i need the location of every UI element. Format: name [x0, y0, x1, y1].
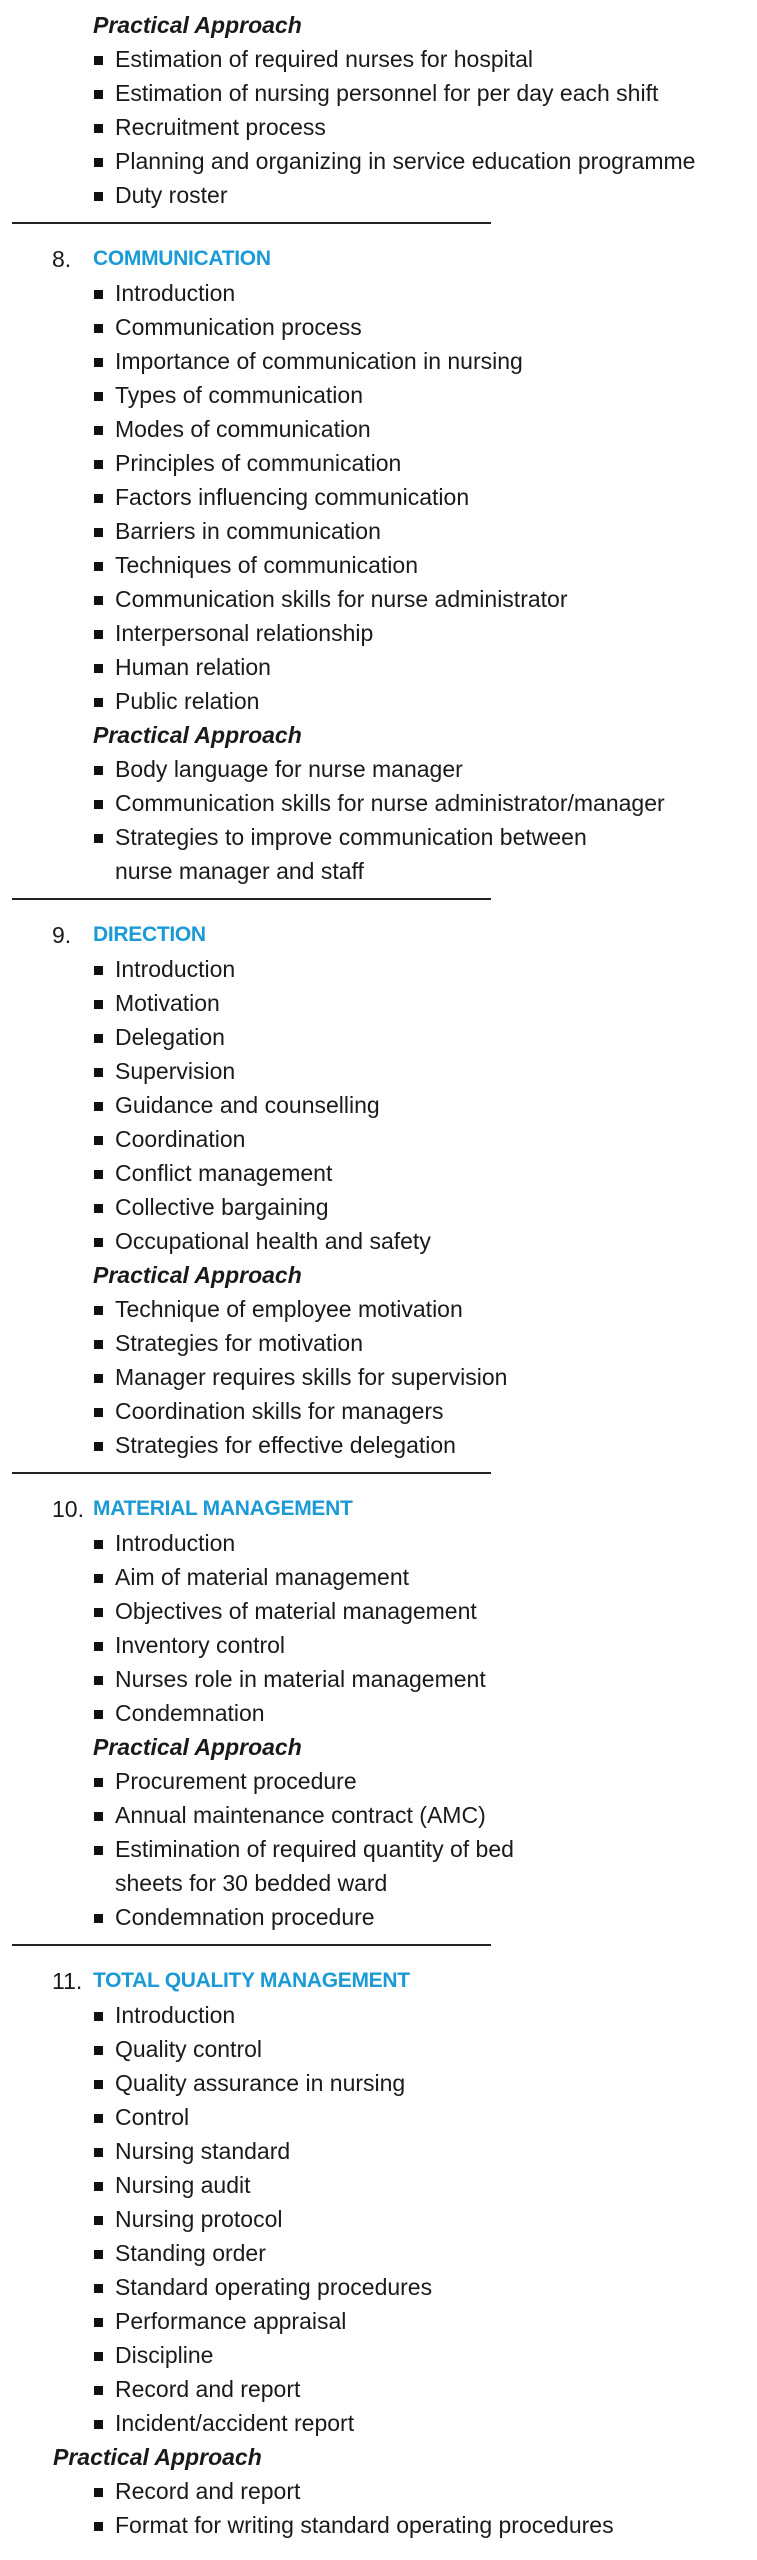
topic-item: Performance appraisal: [115, 2304, 346, 2338]
practical-item: Recruitment process: [115, 110, 326, 144]
practical-item: Estimination of required quantity of bed: [115, 1832, 514, 1866]
topic-item: Modes of communication: [115, 412, 371, 446]
topic-item: Types of communication: [115, 378, 363, 412]
topic-item: Conflict management: [115, 1156, 332, 1190]
topic-item: Standard operating procedures: [115, 2270, 432, 2304]
practical-item: Strategies for effective delegation: [115, 1428, 456, 1462]
practical-item-continuation: sheets for 30 bedded ward: [115, 1870, 388, 1896]
practical-item: Record and report: [115, 2474, 300, 2508]
topic-item: Techniques of communication: [115, 548, 418, 582]
topic-item: Introduction: [115, 1526, 235, 1560]
section-number: 9.: [52, 922, 72, 948]
practical-item: Communication skills for nurse administrator/manager: [115, 786, 665, 820]
topic-item: Principles of communication: [115, 446, 401, 480]
section-title: MATERIAL MANAGEMENT: [93, 1497, 353, 1520]
topic-item: Factors influencing communication: [115, 480, 469, 514]
practical-item-continuation: nurse manager and staff: [115, 858, 364, 884]
section-divider: [12, 1944, 491, 1946]
topic-item: Record and report: [115, 2372, 300, 2406]
practical-approach-heading: Practical Approach: [53, 2444, 262, 2470]
practical-item: Estimation of nursing personnel for per day each shift: [115, 76, 658, 110]
topic-item: Introduction: [115, 952, 235, 986]
section-number: 11.: [52, 1968, 83, 1994]
topic-item: Incident/accident report: [115, 2406, 354, 2440]
practical-item: Planning and organizing in service education programme: [115, 144, 695, 178]
topic-item: Interpersonal relationship: [115, 616, 373, 650]
section-title: COMMUNICATION: [93, 247, 271, 270]
topic-item: Introduction: [115, 1998, 235, 2032]
practical-item: Duty roster: [115, 178, 227, 212]
topic-item: Supervision: [115, 1054, 235, 1088]
practical-item: Format for writing standard operating procedures: [115, 2508, 614, 2542]
topic-item: Guidance and counselling: [115, 1088, 380, 1122]
topic-item: Occupational health and safety: [115, 1224, 431, 1258]
topic-item: Importance of communication in nursing: [115, 344, 523, 378]
topic-item: Barriers in communication: [115, 514, 381, 548]
practical-approach-heading: Practical Approach: [93, 722, 302, 748]
topic-item: Coordination: [115, 1122, 245, 1156]
topic-item: Quality control: [115, 2032, 262, 2066]
topic-item: Communication skills for nurse administrator: [115, 582, 568, 616]
practical-item: Annual maintenance contract (AMC): [115, 1798, 486, 1832]
practical-approach-heading: Practical Approach: [93, 1262, 302, 1288]
practical-item: Manager requires skills for supervision: [115, 1360, 507, 1394]
topic-item: Nursing standard: [115, 2134, 290, 2168]
practical-approach-heading: Practical Approach: [93, 12, 302, 38]
topic-item: Condemnation: [115, 1696, 265, 1730]
topic-item: Inventory control: [115, 1628, 285, 1662]
section-title: TOTAL QUALITY MANAGEMENT: [93, 1969, 410, 1992]
topic-item: Objectives of material management: [115, 1594, 477, 1628]
topic-item: Aim of material management: [115, 1560, 409, 1594]
topic-item: Motivation: [115, 986, 220, 1020]
section-number: 8.: [52, 246, 72, 272]
topic-item: Nursing protocol: [115, 2202, 282, 2236]
practical-item: Coordination skills for managers: [115, 1394, 444, 1428]
section-divider: [12, 1472, 491, 1474]
topic-item: Collective bargaining: [115, 1190, 329, 1224]
topic-item: Control: [115, 2100, 189, 2134]
topic-item: Delegation: [115, 1020, 225, 1054]
practical-item: Strategies for motivation: [115, 1326, 363, 1360]
practical-approach-heading: Practical Approach: [93, 1734, 302, 1760]
topic-item: Introduction: [115, 276, 235, 310]
section-divider: [12, 222, 491, 224]
practical-item: Procurement procedure: [115, 1764, 357, 1798]
practical-item: Strategies to improve communication between: [115, 820, 587, 854]
section-title: DIRECTION: [93, 923, 206, 946]
topic-item: Standing order: [115, 2236, 266, 2270]
topic-item: Human relation: [115, 650, 271, 684]
practical-item: Body language for nurse manager: [115, 752, 463, 786]
section-divider: [12, 898, 491, 900]
topic-item: Nursing audit: [115, 2168, 251, 2202]
topic-item: Communication process: [115, 310, 362, 344]
practical-item: Condemnation procedure: [115, 1900, 375, 1934]
section-number: 10.: [52, 1496, 84, 1522]
topic-item: Nurses role in material management: [115, 1662, 486, 1696]
practical-item: Estimation of required nurses for hospital: [115, 42, 533, 76]
topic-item: Quality assurance in nursing: [115, 2066, 405, 2100]
topic-item: Discipline: [115, 2338, 213, 2372]
practical-item: Technique of employee motivation: [115, 1292, 463, 1326]
topic-item: Public relation: [115, 684, 259, 718]
